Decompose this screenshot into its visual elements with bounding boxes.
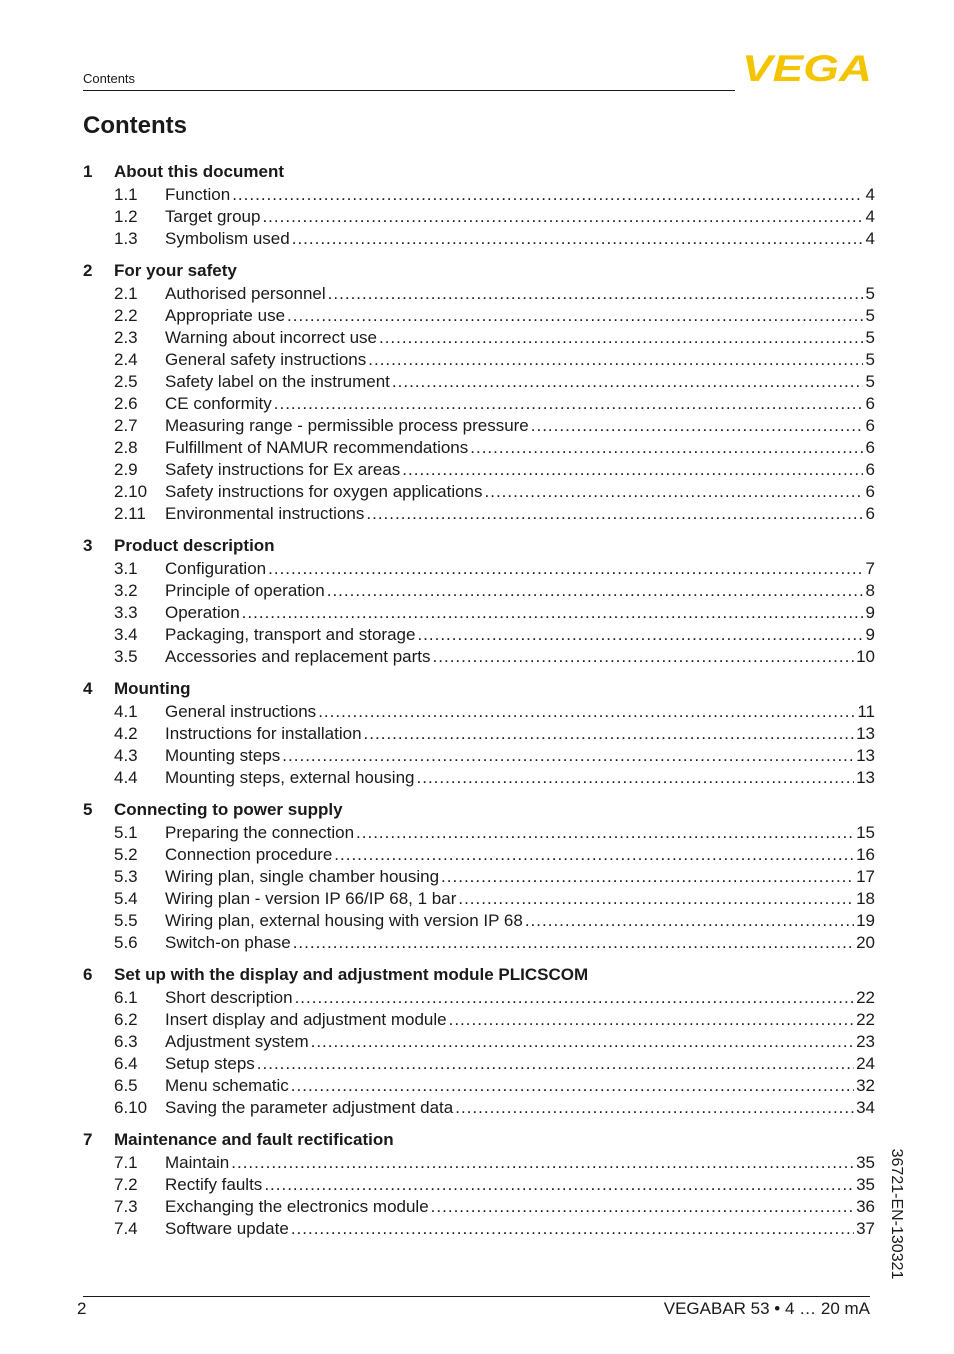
toc-entry[interactable] bbox=[83, 1174, 875, 1196]
toc-entry[interactable] bbox=[83, 866, 875, 888]
toc-entry-page: 5 bbox=[865, 306, 875, 325]
toc-entry-title: Principle of operation bbox=[165, 581, 325, 600]
toc-dot-leader bbox=[291, 1219, 854, 1239]
toc-dot-leader bbox=[441, 867, 854, 887]
toc-section-heading[interactable] bbox=[83, 963, 875, 987]
toc-entry-title: Packaging, transport and storage bbox=[165, 625, 416, 644]
toc-entry[interactable] bbox=[83, 888, 875, 910]
toc-entry-title: Wiring plan - version IP 66/IP 68, 1 bar bbox=[165, 889, 457, 908]
toc-entry[interactable] bbox=[83, 646, 875, 668]
toc-entry[interactable] bbox=[83, 283, 875, 305]
toc-dot-leader bbox=[364, 724, 855, 744]
toc-entry[interactable] bbox=[83, 602, 875, 624]
toc-entry-title: Rectify faults bbox=[165, 1175, 263, 1194]
toc-entry-number: 6.5 bbox=[114, 1076, 138, 1095]
toc-section-heading[interactable] bbox=[83, 160, 875, 184]
toc-dot-leader bbox=[262, 207, 863, 227]
toc-entry-page: 6 bbox=[865, 438, 875, 457]
table-of-contents bbox=[83, 160, 875, 1249]
toc-entry[interactable] bbox=[83, 184, 875, 206]
toc-entry-title: Warning about incorrect use bbox=[165, 328, 377, 347]
toc-entry-number: 2.5 bbox=[114, 372, 138, 391]
toc-entry-page: 15 bbox=[856, 823, 875, 842]
toc-section-number: 2 bbox=[83, 261, 93, 280]
toc-dot-leader bbox=[431, 1197, 854, 1217]
toc-entry-page: 6 bbox=[865, 416, 875, 435]
toc-entry-page: 5 bbox=[865, 328, 875, 347]
toc-dot-leader bbox=[433, 647, 855, 667]
vega-logo bbox=[742, 52, 872, 84]
toc-entry-title: Adjustment system bbox=[165, 1032, 309, 1051]
toc-entry-page: 10 bbox=[856, 647, 875, 666]
toc-entry-number: 2.7 bbox=[114, 416, 138, 435]
toc-section bbox=[83, 534, 875, 668]
toc-dot-leader bbox=[318, 702, 855, 722]
toc-dot-leader bbox=[264, 1175, 854, 1195]
toc-dot-leader bbox=[231, 1153, 854, 1173]
toc-entry-title: Mounting steps, external housing bbox=[165, 768, 415, 787]
toc-entry-page: 4 bbox=[865, 207, 875, 226]
toc-entry-page: 6 bbox=[865, 394, 875, 413]
toc-dot-leader bbox=[328, 284, 863, 304]
toc-entry-title: Safety instructions for Ex areas bbox=[165, 460, 401, 479]
toc-entry[interactable] bbox=[83, 371, 875, 393]
toc-section-number: 6 bbox=[83, 965, 93, 984]
toc-entry[interactable] bbox=[83, 745, 875, 767]
toc-entry-title: Authorised personnel bbox=[165, 284, 326, 303]
toc-entry[interactable] bbox=[83, 393, 875, 415]
footer-product-name: VEGABAR 53 • 4 … 20 mA bbox=[663, 1299, 870, 1318]
toc-entry-number: 6.4 bbox=[114, 1054, 138, 1073]
toc-entry-title: General safety instructions bbox=[165, 350, 367, 369]
toc-entry-number: 2.9 bbox=[114, 460, 138, 479]
toc-entry-page: 37 bbox=[856, 1219, 875, 1238]
toc-entry-number: 2.8 bbox=[114, 438, 138, 457]
toc-entry[interactable] bbox=[83, 1031, 875, 1053]
toc-entry-number: 7.1 bbox=[114, 1153, 138, 1172]
toc-entry-page: 35 bbox=[856, 1153, 875, 1172]
toc-entry-title: Short description bbox=[165, 988, 293, 1007]
toc-dot-leader bbox=[293, 933, 854, 953]
toc-entry-page: 11 bbox=[857, 702, 875, 721]
toc-entry[interactable] bbox=[83, 228, 875, 250]
toc-dot-leader bbox=[449, 1010, 854, 1030]
toc-entry[interactable] bbox=[83, 1152, 875, 1174]
toc-entry-title: Accessories and replacement parts bbox=[165, 647, 431, 666]
toc-entry-title: Maintain bbox=[165, 1153, 230, 1172]
toc-entry-title: Function bbox=[165, 185, 231, 204]
toc-entry-number: 3.4 bbox=[114, 625, 138, 644]
toc-section-heading[interactable] bbox=[83, 259, 875, 283]
toc-dot-leader bbox=[282, 746, 854, 766]
toc-entry[interactable] bbox=[83, 767, 875, 789]
toc-entry-title: Measuring range - permissible process pressure bbox=[165, 416, 529, 435]
toc-dot-leader bbox=[379, 328, 863, 348]
toc-entry[interactable] bbox=[83, 206, 875, 228]
header-label: Contents bbox=[83, 71, 136, 86]
toc-entry-number: 2.11 bbox=[114, 504, 146, 523]
toc-entry[interactable] bbox=[83, 987, 875, 1009]
toc-dot-leader bbox=[327, 581, 863, 601]
toc-dot-leader bbox=[366, 504, 863, 524]
toc-entry-title: Mounting steps bbox=[165, 746, 281, 765]
toc-dot-leader bbox=[455, 1098, 854, 1118]
toc-entry-page: 19 bbox=[856, 911, 875, 930]
toc-entry-page: 5 bbox=[865, 350, 875, 369]
toc-entry-number: 2.1 bbox=[114, 284, 138, 303]
toc-dot-leader bbox=[287, 306, 863, 326]
toc-dot-leader bbox=[417, 768, 855, 788]
toc-entry-number: 5.2 bbox=[114, 845, 138, 864]
toc-entry-number: 2.2 bbox=[114, 306, 138, 325]
toc-entry[interactable] bbox=[83, 910, 875, 932]
toc-entry[interactable] bbox=[83, 459, 875, 481]
toc-entry-number: 3.2 bbox=[114, 581, 138, 600]
toc-entry-number: 7.3 bbox=[114, 1197, 138, 1216]
toc-entry[interactable] bbox=[83, 1218, 875, 1240]
toc-entry-page: 24 bbox=[856, 1054, 875, 1073]
toc-entry-title: Preparing the connection bbox=[165, 823, 355, 842]
toc-entry[interactable] bbox=[83, 327, 875, 349]
toc-section-title: About this document bbox=[114, 162, 284, 181]
toc-entry-page: 35 bbox=[856, 1175, 875, 1194]
toc-section-heading[interactable] bbox=[83, 798, 875, 822]
toc-entry-page: 8 bbox=[865, 581, 875, 600]
toc-section bbox=[83, 259, 875, 525]
toc-entry-title: Configuration bbox=[165, 559, 267, 578]
document-code: 36721-EN-130321 bbox=[888, 1148, 905, 1280]
toc-entry-title: Instructions for installation bbox=[165, 724, 362, 743]
toc-entry-page: 22 bbox=[856, 988, 875, 1007]
toc-entry-page: 17 bbox=[856, 867, 875, 886]
toc-entry[interactable] bbox=[83, 415, 875, 437]
toc-entry[interactable] bbox=[83, 1009, 875, 1031]
toc-dot-leader bbox=[295, 988, 855, 1008]
toc-dot-leader bbox=[334, 845, 854, 865]
toc-dot-leader bbox=[356, 823, 854, 843]
toc-entry-title: Operation bbox=[165, 603, 240, 622]
toc-section-number: 7 bbox=[83, 1130, 93, 1149]
toc-entry-title: CE conformity bbox=[165, 394, 272, 413]
header-rule bbox=[83, 90, 735, 91]
toc-dot-leader bbox=[417, 625, 863, 645]
toc-entry-title: Exchanging the electronics module bbox=[165, 1197, 429, 1216]
toc-entry[interactable] bbox=[83, 822, 875, 844]
page-title: Contents bbox=[83, 112, 187, 139]
toc-entry-number: 4.2 bbox=[114, 724, 138, 743]
toc-entry[interactable] bbox=[83, 503, 875, 525]
toc-section-heading[interactable] bbox=[83, 677, 875, 701]
toc-entry[interactable] bbox=[83, 624, 875, 646]
toc-entry-page: 6 bbox=[865, 460, 875, 479]
toc-entry-number: 2.3 bbox=[114, 328, 138, 347]
toc-dot-leader bbox=[274, 394, 863, 414]
toc-entry-title: Safety instructions for oxygen applications bbox=[165, 482, 483, 501]
toc-entry[interactable] bbox=[83, 932, 875, 954]
toc-entry-number: 7.4 bbox=[114, 1219, 138, 1238]
toc-entry-title: Switch-on phase bbox=[165, 933, 291, 952]
toc-entry[interactable] bbox=[83, 437, 875, 459]
toc-entry-page: 20 bbox=[856, 933, 875, 952]
toc-section-title: Connecting to power supply bbox=[114, 800, 343, 819]
toc-entry[interactable] bbox=[83, 481, 875, 503]
toc-entry-title: Environmental instructions bbox=[165, 504, 365, 523]
toc-section-number: 4 bbox=[83, 679, 93, 698]
toc-entry[interactable] bbox=[83, 1196, 875, 1218]
toc-dot-leader bbox=[458, 889, 854, 909]
toc-entry-number: 4.1 bbox=[114, 702, 138, 721]
toc-dot-leader bbox=[311, 1032, 854, 1052]
toc-entry[interactable] bbox=[83, 305, 875, 327]
toc-section bbox=[83, 160, 875, 250]
toc-entry[interactable] bbox=[83, 1075, 875, 1097]
footer-rule bbox=[83, 1296, 870, 1297]
toc-entry-title: Wiring plan, external housing with version IP 68 bbox=[165, 911, 523, 930]
toc-entry-number: 5.5 bbox=[114, 911, 138, 930]
toc-entry-number: 5.1 bbox=[114, 823, 138, 842]
toc-dot-leader bbox=[368, 350, 863, 370]
toc-entry-title: Symbolism used bbox=[165, 229, 290, 248]
toc-dot-leader bbox=[485, 482, 863, 502]
toc-dot-leader bbox=[257, 1054, 854, 1074]
toc-entry-page: 4 bbox=[865, 185, 875, 204]
toc-entry-number: 2.10 bbox=[114, 482, 148, 501]
toc-entry-page: 9 bbox=[865, 625, 875, 644]
toc-dot-leader bbox=[291, 1076, 854, 1096]
toc-entry-page: 7 bbox=[865, 559, 875, 578]
toc-section-title: Maintenance and fault rectification bbox=[114, 1130, 394, 1149]
toc-entry-number: 3.5 bbox=[114, 647, 138, 666]
toc-dot-leader bbox=[392, 372, 863, 392]
toc-entry-number: 2.6 bbox=[114, 394, 138, 413]
toc-entry-number: 2.4 bbox=[114, 350, 138, 369]
toc-entry-title: Saving the parameter adjustment data bbox=[165, 1098, 454, 1117]
toc-section-title: Mounting bbox=[114, 679, 191, 698]
toc-entry-page: 22 bbox=[856, 1010, 875, 1029]
toc-section-heading[interactable] bbox=[83, 1128, 875, 1152]
toc-entry-number: 4.4 bbox=[114, 768, 138, 787]
toc-entry-page: 13 bbox=[856, 768, 875, 787]
toc-section bbox=[83, 1128, 875, 1240]
toc-entry[interactable] bbox=[83, 1097, 875, 1119]
toc-entry-title: Appropriate use bbox=[165, 306, 286, 325]
toc-entry-number: 4.3 bbox=[114, 746, 138, 765]
toc-entry-page: 23 bbox=[856, 1032, 875, 1051]
footer-page-number: 2 bbox=[77, 1299, 87, 1318]
toc-entry-number: 6.1 bbox=[114, 988, 138, 1007]
vega-logo-graphic bbox=[742, 52, 872, 84]
toc-entry-number: 1.1 bbox=[114, 185, 138, 204]
toc-entry-page: 32 bbox=[856, 1076, 875, 1095]
toc-section bbox=[83, 963, 875, 1119]
toc-entry-page: 5 bbox=[865, 372, 875, 391]
toc-section-number: 5 bbox=[83, 800, 93, 819]
toc-section-title: Set up with the display and adjustment module PLICSCOM bbox=[114, 965, 589, 984]
toc-entry[interactable] bbox=[83, 723, 875, 745]
toc-entry-title: Target group bbox=[165, 207, 261, 226]
toc-section-title: For your safety bbox=[114, 261, 237, 280]
toc-entry-page: 13 bbox=[856, 746, 875, 765]
toc-entry-title: Software update bbox=[165, 1219, 289, 1238]
toc-entry-title: Fulfillment of NAMUR recommendations bbox=[165, 438, 469, 457]
toc-dot-leader bbox=[525, 911, 854, 931]
toc-section-heading[interactable] bbox=[83, 534, 875, 558]
toc-entry-title: Connection procedure bbox=[165, 845, 333, 864]
toc-entry-number: 7.2 bbox=[114, 1175, 138, 1194]
toc-dot-leader bbox=[402, 460, 863, 480]
toc-entry-number: 1.2 bbox=[114, 207, 138, 226]
toc-section-number: 3 bbox=[83, 536, 93, 555]
toc-entry-number: 6.3 bbox=[114, 1032, 138, 1051]
toc-entry-number: 5.6 bbox=[114, 933, 138, 952]
toc-section bbox=[83, 798, 875, 954]
toc-entry-page: 16 bbox=[856, 845, 875, 864]
toc-dot-leader bbox=[531, 416, 863, 436]
toc-entry-number: 5.3 bbox=[114, 867, 138, 886]
toc-entry-page: 6 bbox=[865, 504, 875, 523]
toc-section-title: Product description bbox=[114, 536, 275, 555]
toc-entry-number: 5.4 bbox=[114, 889, 138, 908]
toc-entry[interactable] bbox=[83, 701, 875, 723]
toc-entry[interactable] bbox=[83, 580, 875, 602]
logo-text: VEGA bbox=[742, 52, 872, 84]
toc-entry-title: Menu schematic bbox=[165, 1076, 289, 1095]
toc-entry[interactable] bbox=[83, 558, 875, 580]
toc-entry-title: Safety label on the instrument bbox=[165, 372, 390, 391]
toc-entry-number: 1.3 bbox=[114, 229, 138, 248]
toc-entry-title: General instructions bbox=[165, 702, 317, 721]
toc-section bbox=[83, 677, 875, 789]
toc-dot-leader bbox=[242, 603, 863, 623]
toc-entry-page: 5 bbox=[865, 284, 875, 303]
toc-section-number: 1 bbox=[83, 162, 93, 181]
toc-dot-leader bbox=[268, 559, 863, 579]
toc-entry-number: 3.3 bbox=[114, 603, 138, 622]
toc-entry-page: 6 bbox=[865, 482, 875, 501]
toc-entry-page: 13 bbox=[856, 724, 875, 743]
toc-entry-title: Wiring plan, single chamber housing bbox=[165, 867, 440, 886]
toc-dot-leader bbox=[292, 229, 863, 249]
toc-entry-number: 6.2 bbox=[114, 1010, 138, 1029]
toc-entry-title: Setup steps bbox=[165, 1054, 255, 1073]
toc-entry[interactable] bbox=[83, 844, 875, 866]
toc-entry-number: 3.1 bbox=[114, 559, 138, 578]
toc-entry-title: Insert display and adjustment module bbox=[165, 1010, 447, 1029]
toc-entry[interactable] bbox=[83, 349, 875, 371]
toc-entry-page: 4 bbox=[865, 229, 875, 248]
toc-entry-page: 9 bbox=[865, 603, 875, 622]
toc-entry[interactable] bbox=[83, 1053, 875, 1075]
toc-dot-leader bbox=[232, 185, 863, 205]
toc-entry-number: 6.10 bbox=[114, 1098, 148, 1117]
toc-dot-leader bbox=[470, 438, 863, 458]
toc-entry-page: 34 bbox=[856, 1098, 875, 1117]
toc-entry-page: 18 bbox=[856, 889, 875, 908]
toc-entry-page: 36 bbox=[856, 1197, 875, 1216]
